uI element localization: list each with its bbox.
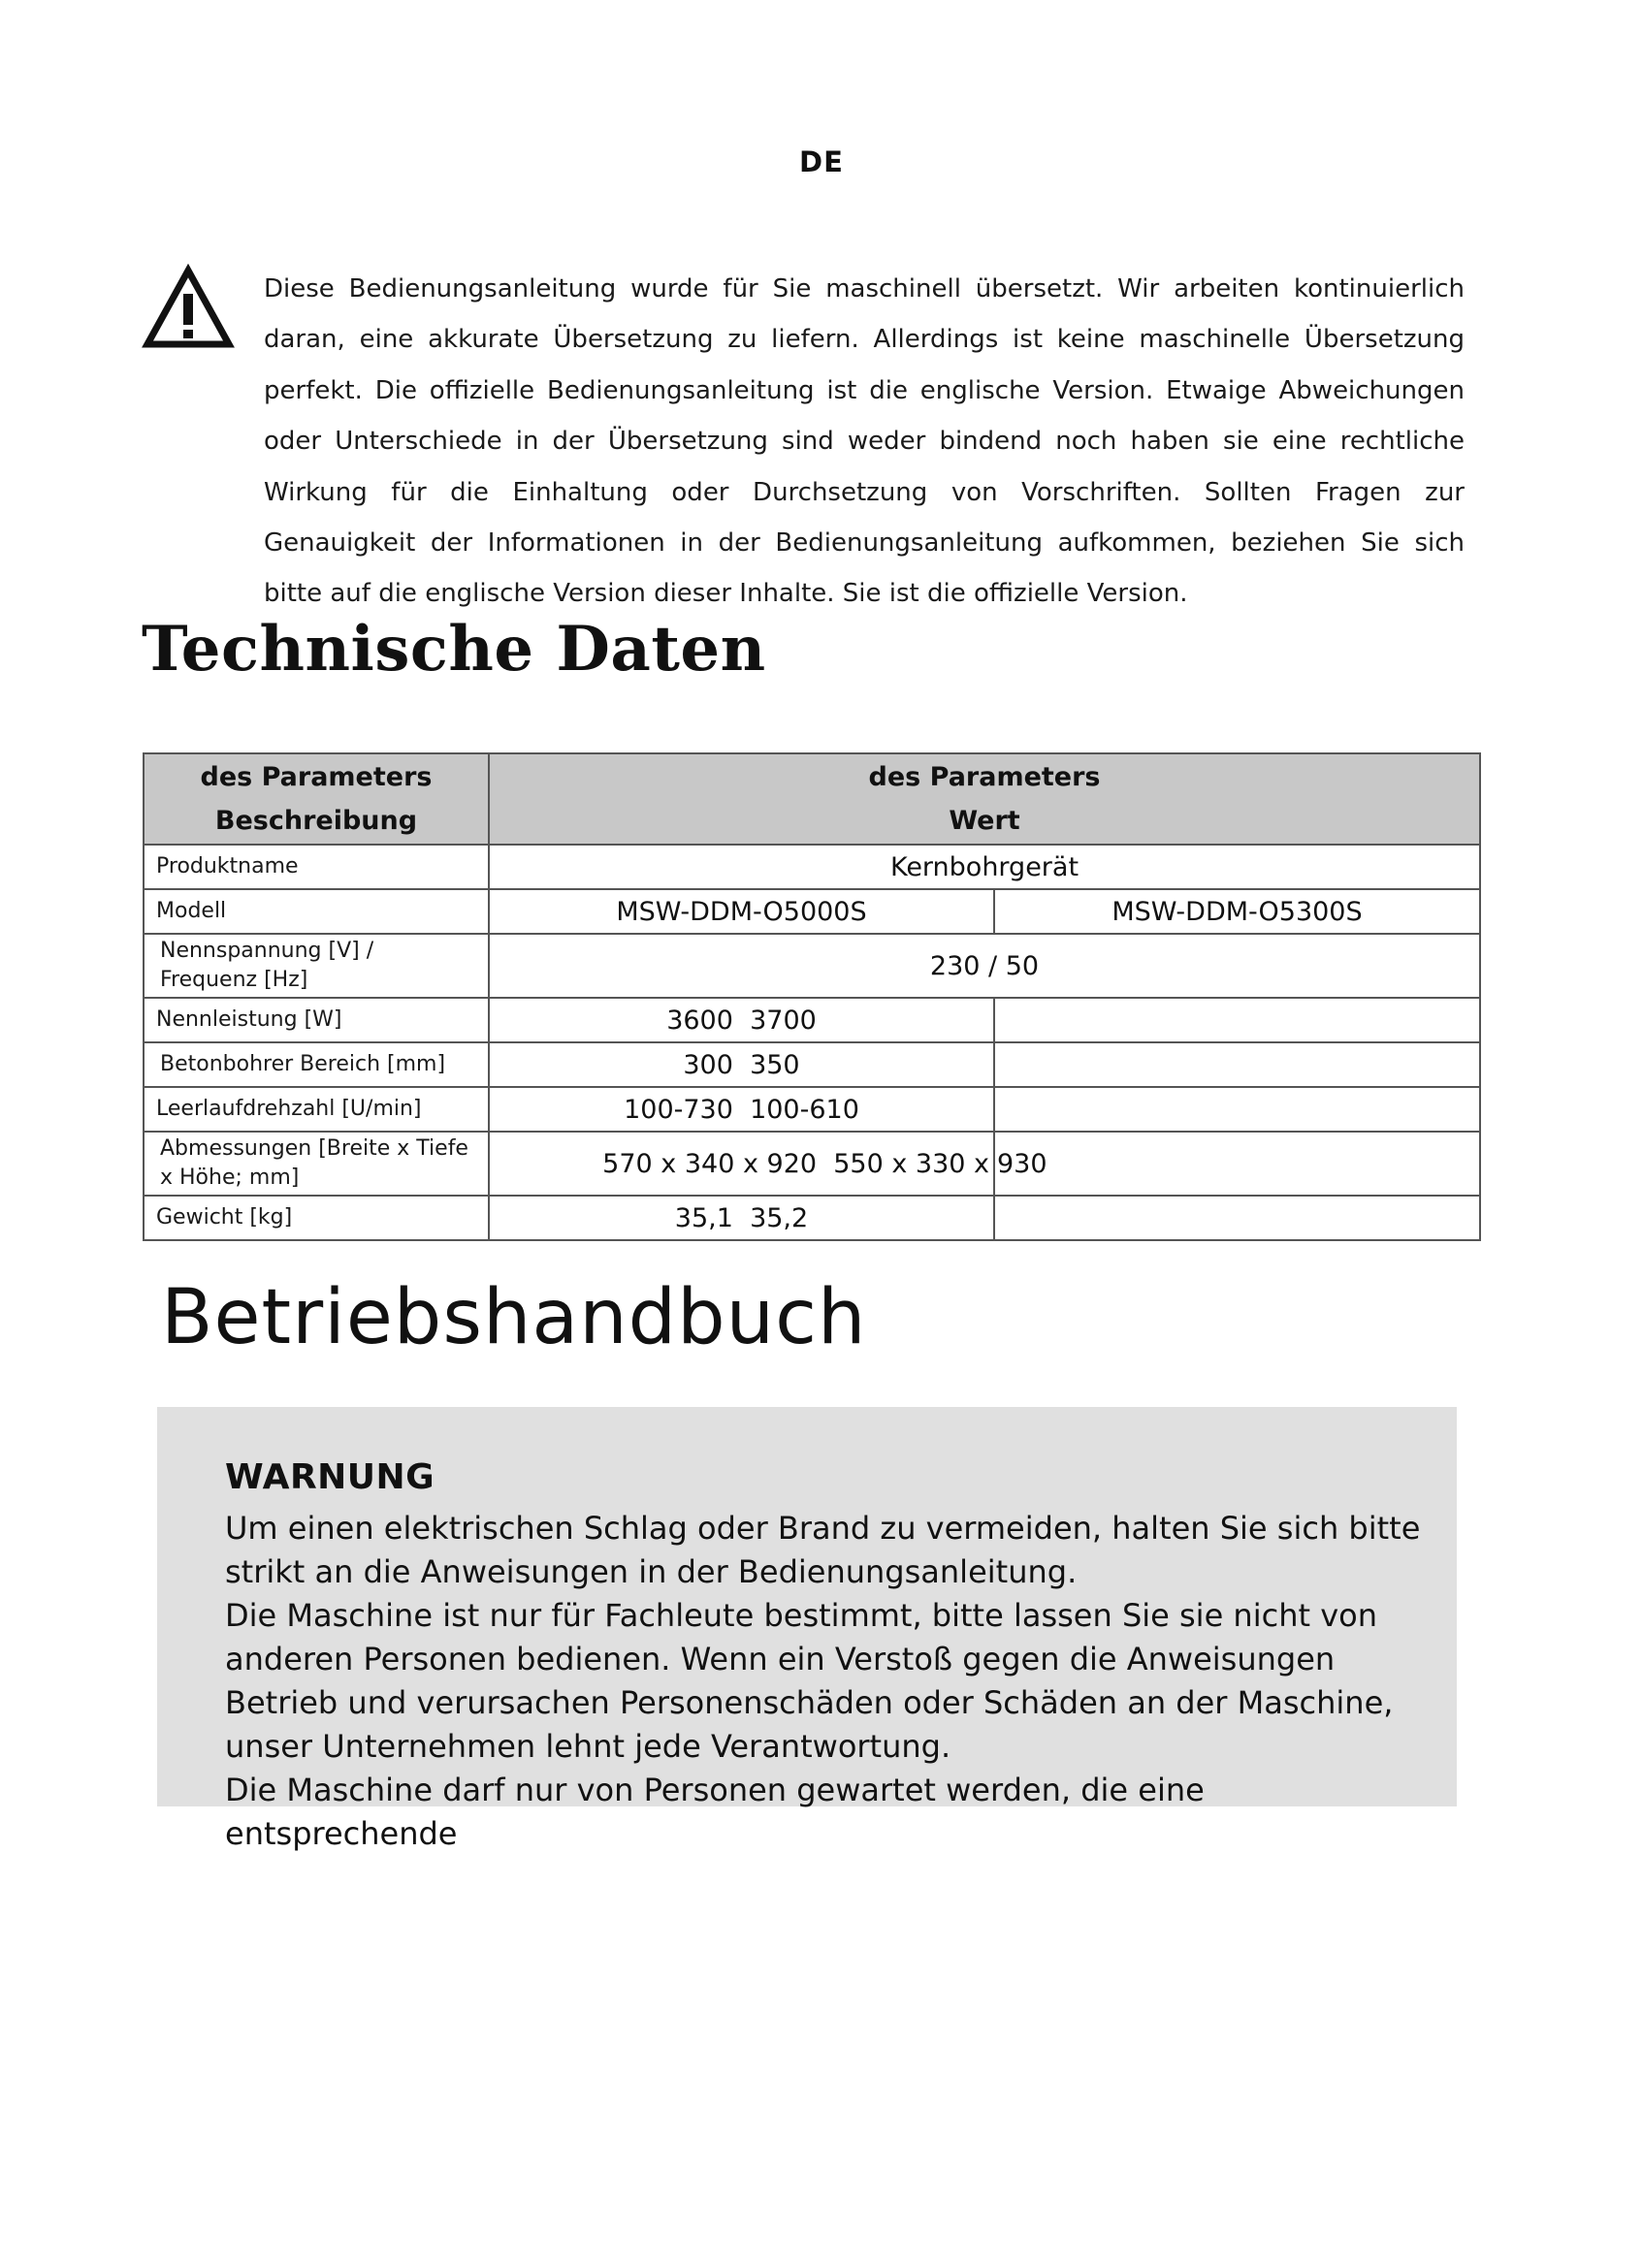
header-value-line1: des Parameters: [868, 762, 1101, 792]
header-param-line2: Beschreibung: [214, 806, 418, 836]
header-param-line1: des Parameters: [200, 762, 433, 792]
row-label-voltage: Nennspannung [V] / Frequenz [Hz]: [144, 934, 489, 998]
row-value-voltage: 230 / 50: [489, 934, 1480, 998]
table-row: [144, 1196, 1480, 1240]
row-value-model-b: MSW-DDM-O5300S: [994, 889, 1480, 934]
header-parameter-description: [144, 753, 489, 845]
row-label-weight: Gewicht [kg]: [144, 1196, 489, 1240]
row-label-power: Nennleistung [W]: [144, 998, 489, 1042]
row-label-range: Betonbohrer Bereich [mm]: [144, 1042, 489, 1087]
operation-manual-heading: Betriebshandbuch: [161, 1274, 867, 1361]
row-value-speed-empty: [994, 1087, 1480, 1132]
table-row: [144, 998, 1480, 1042]
row-label-speed: Leerlaufdrehzahl [U/min]: [144, 1087, 489, 1132]
language-code: DE: [799, 145, 844, 178]
row-value-dimensions-a: 570 x 340 x 920 550 x 330 x: [489, 1132, 994, 1196]
row-value-weight: 35,1 35,2: [489, 1196, 994, 1240]
warning-triangle-icon: [144, 267, 233, 348]
row-value-dimensions-b: 930: [994, 1132, 1480, 1196]
row-value-power-empty: [994, 998, 1480, 1042]
row-value-model-a: MSW-DDM-O5000S: [489, 889, 994, 934]
row-value-weight-empty: [994, 1196, 1480, 1240]
warning-paragraph: Die Maschine darf nur von Personen gewartet werden, die eine entsprechende: [225, 1772, 1205, 1852]
table-row: [144, 1087, 1480, 1132]
table-header-row: [144, 753, 1480, 845]
header-value-line2: Wert: [949, 806, 1020, 836]
row-label-model: Modell: [144, 889, 489, 934]
warning-paragraph: Die Maschine ist nur für Fachleute bestimmt, bitte lassen Sie sie nicht von anderen Personen bedienen. Wenn ein Verstoß gegen die Anweisungen Betrieb und verursachen Personenschäden oder Schäden an der Maschine, unser Unternehmen lehnt jede Verantwortung.: [225, 1597, 1394, 1765]
row-value-product: Kernbohrgerät: [489, 845, 1480, 889]
row-value-power: 3600 3700: [489, 998, 994, 1042]
row-value-speed: 100-730 100-610: [489, 1087, 994, 1132]
table-row: [144, 1042, 1480, 1087]
technical-data-heading: Technische Daten: [142, 613, 766, 686]
specification-table: [143, 752, 1481, 1241]
row-value-range-empty: [994, 1042, 1480, 1087]
warning-paragraph: Um einen elektrischen Schlag oder Brand zu vermeiden, halten Sie sich bitte strikt an die Anweisungen in der Bedienungsanleitung.: [225, 1510, 1421, 1590]
row-label-product: Produktname: [144, 845, 489, 889]
table-row: [144, 845, 1480, 889]
row-label-dimensions: Abmessungen [Breite x Tiefe x Höhe; mm]: [144, 1132, 489, 1196]
row-value-range: 300 350: [489, 1042, 994, 1087]
table-row: [144, 889, 1480, 934]
header-parameter-value: [489, 753, 1480, 845]
machine-translation-notice: Diese Bedienungsanleitung wurde für Sie maschinell übersetzt. Wir arbeiten kontinuierlich daran, eine akkurate Übersetzung zu liefern. Allerdings ist keine maschinelle Übersetzung perfekt. Die offizielle Bedienungsanleitung ist die englische Version. Etwaige Abweichungen oder Unterschiede in der Übersetzung sind weder bindend noch haben sie eine rechtliche Wirkung für die Einhaltung oder Durchsetzung von Vorschriften. Sollten Fragen zur Genauigkeit der Informationen in der Bedienungsanleitung aufkommen, beziehen Sie sich bitte auf die englische Version dieser Inhalte. Sie ist die offizielle Version.: [264, 274, 1465, 609]
table-row: [144, 934, 1480, 998]
table-row: [144, 1132, 1480, 1196]
warning-title: WARNUNG: [225, 1457, 435, 1497]
warning-text: [225, 1507, 1437, 1856]
warning-box: [157, 1407, 1457, 1852]
